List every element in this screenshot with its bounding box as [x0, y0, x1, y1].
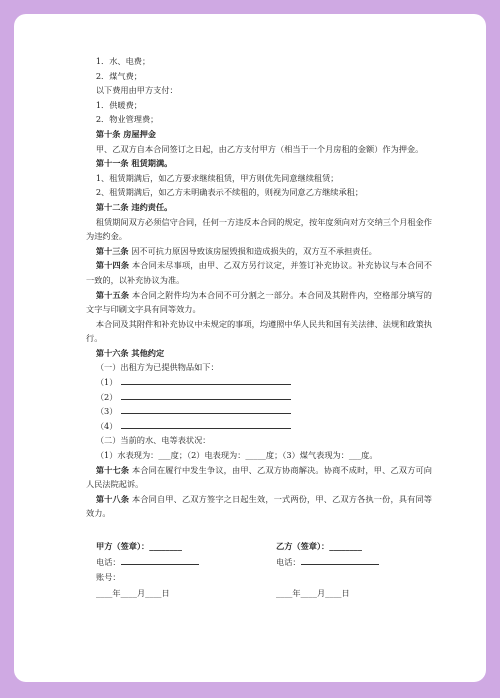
fee-line: 1．水、电费；: [95, 56, 151, 66]
party-a-phone: 电话：: [96, 555, 199, 571]
article-16-title: 第十六条 其他约定: [95, 347, 165, 358]
fee-line: 1．供暖费；: [95, 99, 142, 110]
article-15-body: 本合同之附件均为本合同不可分割之一部分。本合同及其附件内，空格部分填写的文字与印刷文字具有同等效力。: [86, 289, 432, 315]
party-b-block: [276, 539, 379, 601]
party-b-date: ____年____月____日: [276, 587, 350, 598]
article-10-title: 第十条 房屋押金: [95, 128, 156, 139]
article-16-sub1: （一）出租方为已提供物品如下：: [95, 362, 219, 373]
item-line: （3）: [86, 404, 432, 419]
article-17-body: 本合同在履行中发生争议，由甲、乙双方协商解决。协商不成时，甲、乙双方可向人民法院起诉。: [86, 464, 432, 490]
article-13-head: 第十三条: [95, 245, 129, 256]
fill-blank: [121, 419, 291, 429]
article-10-body: 甲、乙双方自本合同签订之日起，由乙方支付甲方（相当于一个月房租的金额）作为押金。: [95, 143, 424, 154]
law-paragraph: 本合同及其附件和补充协议中未规定的事项，均遵照中华人民共和国有关法律、法规和政策执行。: [86, 318, 432, 344]
article-11-title: 第十一条 租赁期满。: [95, 158, 173, 169]
article-11-item: 1、租赁期满后，如乙方要求继续租赁，甲方则优先同意继续租赁；: [95, 172, 339, 183]
item-line: （2）: [86, 390, 432, 405]
article-18-body: 本合同自甲、乙双方签字之日起生效，一式两份，甲、乙双方各执一份，具有同等效力。: [86, 493, 432, 519]
party-b-line: 乙方（签章）：________: [276, 541, 362, 551]
fill-blank: [121, 555, 199, 565]
fill-blank: [301, 555, 379, 565]
contract-text: [86, 54, 432, 619]
item-line: （4）: [86, 419, 432, 434]
article-14: [86, 258, 432, 287]
party-b-spacer: [276, 570, 379, 586]
fee-line: 2．煤气费；: [95, 70, 142, 81]
article-16-sub2: （二）当前的水、电等表状况：: [95, 435, 211, 446]
article-13: [86, 244, 432, 259]
article-18: [86, 492, 432, 521]
meter-readings: （1）水表现为：___度；（2）电表现为：_____度；（3）煤气表现为：___度。: [95, 450, 378, 461]
party-a-line: 甲方（签章）：________: [96, 541, 182, 551]
article-17: [86, 463, 432, 492]
fill-blank: [121, 390, 291, 400]
item-line: （1）: [86, 375, 432, 390]
article-17-head: 第十七条: [95, 464, 130, 475]
article-12-title: 第十二条 违约责任。: [95, 201, 173, 212]
fee-line: 以下费用由甲方支付：: [95, 85, 178, 96]
article-15: [86, 288, 432, 317]
fee-line: 2．物业管理费；: [95, 114, 159, 125]
article-13-body: 因不可抗力原因导致该房屋毁损和造成损失的，双方互不承担责任。: [128, 245, 377, 256]
party-a-date: ____年____月____日: [96, 587, 170, 598]
party-b-phone: 电话：: [276, 555, 379, 571]
fill-blank: [121, 375, 291, 385]
fill-blank: [121, 404, 291, 414]
article-11-item: 2、租赁期满后，如乙方未明确表示不续租的，则视为同意乙方继续承租；: [95, 187, 364, 198]
article-15-head: 第十五条: [95, 289, 130, 300]
party-a-block: [96, 539, 199, 601]
article-12-body: 租赁期间双方必须信守合同，任何一方违反本合同的规定，按年度须向对方交纳三个月租金作为违约金。: [86, 216, 432, 242]
article-14-body: 本合同未尽事项，由甲、乙双方另行议定，并签订补充协议。补充协议与本合同不一致的，以补充协议为准。: [86, 260, 432, 285]
party-a-account: 账号：: [96, 572, 121, 582]
signature-block: [86, 539, 432, 619]
article-14-head: 第十四条: [95, 260, 130, 271]
article-18-head: 第十八条: [95, 493, 130, 504]
